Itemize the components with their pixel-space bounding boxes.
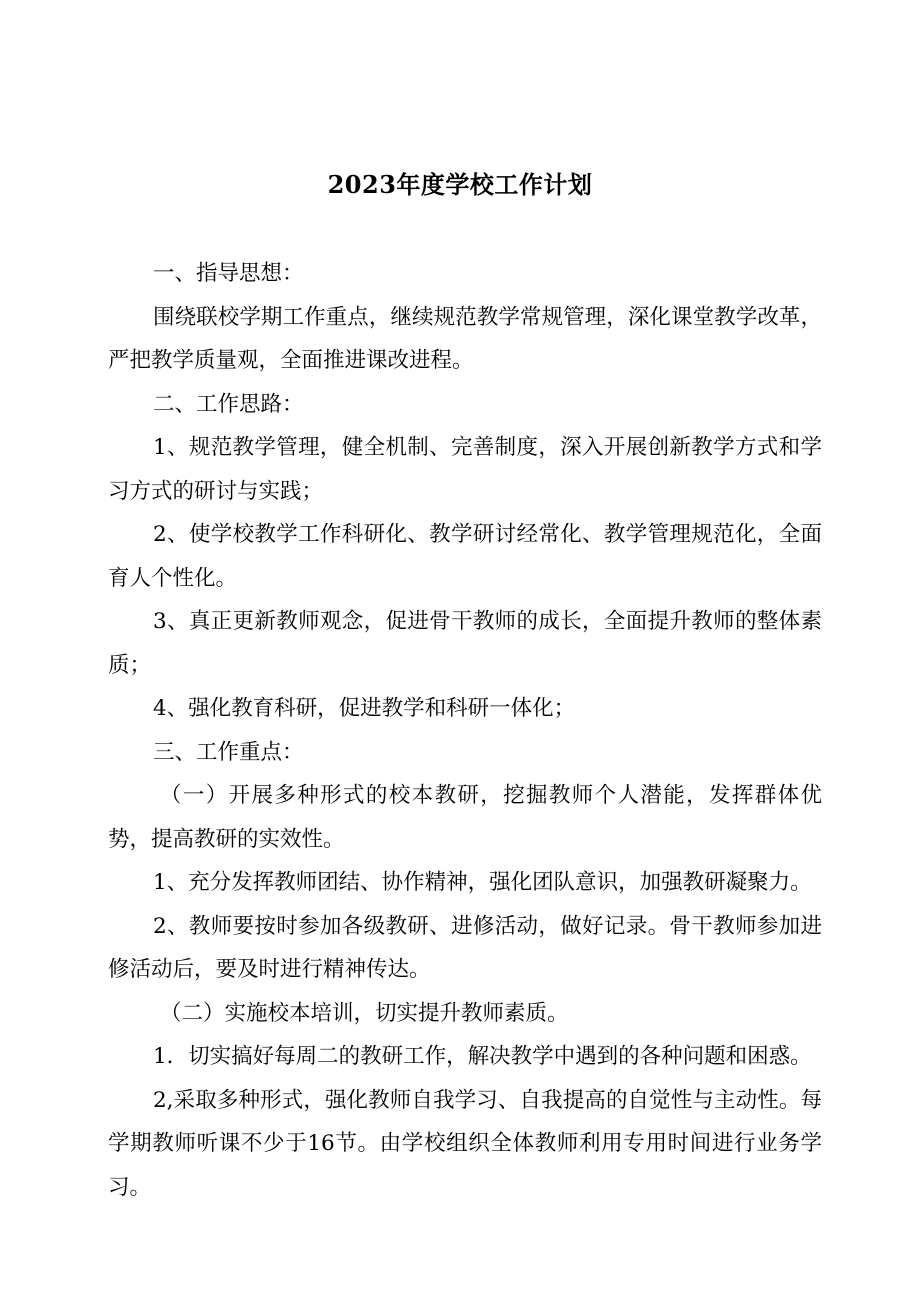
subsection-focus-b: （二）实施校本培训，切实提升教师素质。 (160, 1000, 569, 1026)
document-body (108, 252, 822, 1209)
list-item-focus-a-2: 2、教师要按时参加各级教研、进修活动，做好记录。骨干教师参加进修活动后，要及时进行精神传达。 (108, 913, 822, 982)
paragraph-guiding-thought-body: 围绕联校学期工作重点，继续规范教学常规管理，深化课堂教学改革，严把教学质量观，全面推进课改进程。 (108, 304, 822, 373)
list-item-approach-1: 1、规范教学管理，健全机制、完善制度，深入开展创新教学方式和学习方式的研讨与实践； (108, 435, 822, 504)
page-title: 2023年度学校工作计划 (327, 170, 593, 200)
list-item-approach-3: 3、真正更新教师观念，促进骨干教师的成长，全面提升教师的整体素质； (108, 609, 822, 678)
subsection-focus-a: （一）开展多种形式的校本教研，挖掘教师个人潜能，发挥群体优势，提高教研的实效性。 (108, 783, 822, 852)
list-item-focus-b-2: 2,采取多种形式，强化教师自我学习、自我提高的自觉性与主动性。每学期教师听课不少于16节。由学校组织全体教师利用专用时间进行业务学习。 (108, 1087, 822, 1200)
list-item-approach-2: 2、使学校教学工作科研化、教学研讨经常化、教学管理规范化，全面育人个性化。 (108, 522, 822, 591)
list-item-focus-b-1: 1．切实搞好每周二的教研工作，解决教学中遇到的各种问题和困惑。 (153, 1044, 812, 1069)
section-heading-guiding-thought: 一、指导思想： (153, 261, 304, 286)
section-heading-work-approach: 二、工作思路： (153, 391, 304, 417)
list-item-focus-a-1: 1、充分发挥教师团结、协作精神，强化团队意识，加强教研凝聚力。 (153, 870, 812, 895)
list-item-approach-4: 4、强化教育科研，促进教学和科研一体化； (153, 696, 576, 721)
section-heading-work-focus: 三、工作重点： (153, 739, 304, 765)
